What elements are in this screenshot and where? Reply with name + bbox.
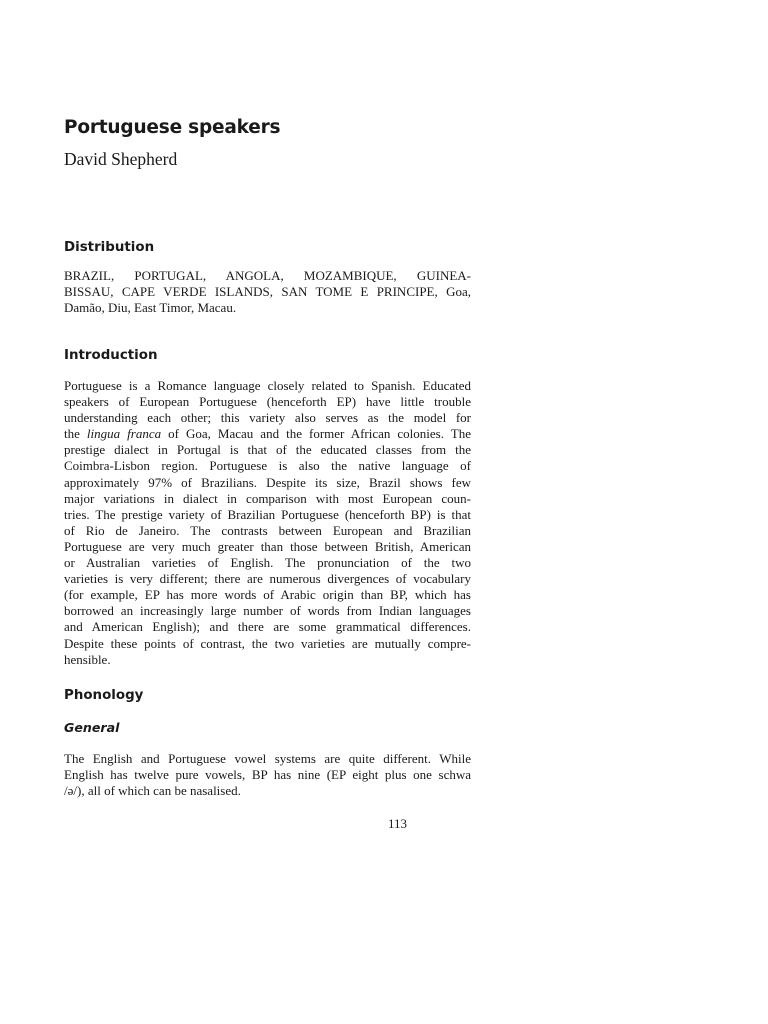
text-line: The English and Portuguese vowel systems are quite different. While: [64, 751, 471, 766]
text-line: /ə/), all of which can be nasalised.: [64, 783, 241, 799]
text-line: Damão, Diu, East Timor, Macau.: [64, 300, 237, 316]
text-line: Portuguese is a Romance language closely related to Spanish. Educated: [64, 378, 471, 393]
distribution-paragraph: [64, 268, 471, 316]
introduction-paragraph: [64, 378, 471, 668]
text-line: hensible.: [64, 651, 111, 667]
text-line: Coimbra-Lisbon region. Portuguese is also the native language of: [64, 458, 471, 474]
page-number: 113: [387, 816, 407, 831]
phonology-paragraph: [64, 751, 471, 799]
text-run: of Goa, Macau and the former African colonies. The: [161, 426, 471, 442]
text-line: borrowed an increasingly large number of words from Indian languages: [64, 603, 471, 619]
chapter-title: Portuguese speakers: [64, 117, 281, 138]
text-line: understanding each other; this variety also serves as the model for: [64, 410, 471, 426]
text-line: English has twelve pure vowels, BP has nine (EP eight plus one schwa: [64, 767, 471, 783]
text-run: the: [64, 426, 87, 442]
chapter-author: David Shepherd: [64, 149, 178, 169]
text-line: and American English); and there are some grammatical differences.: [64, 619, 471, 635]
italic-term: lingua franca: [86, 426, 162, 442]
text-line: of Rio de Janeiro. The contrasts between European and Brazilian: [64, 522, 471, 538]
heading-phonology: Phonology: [64, 688, 144, 703]
text-line: [64, 426, 471, 442]
text-line: Despite these points of contrast, the two varieties are mutually compre-: [64, 635, 471, 651]
text-line: tries. The prestige variety of Brazilian Portuguese (henceforth BP) is that: [64, 506, 471, 522]
text-line: BISSAU, CAPE VERDE ISLANDS, SAN TOME E PRINCIPE, Goa,: [64, 284, 471, 300]
heading-distribution: Distribution: [64, 240, 155, 255]
text-line: BRAZIL, PORTUGAL, ANGOLA, MOZAMBIQUE, GUINEA-: [64, 268, 471, 283]
text-line: or Australian varieties of English. The pronunciation of the two: [64, 555, 471, 571]
text-line: (for example, EP has more words of Arabic origin than BP, which has: [64, 587, 471, 603]
heading-introduction: Introduction: [64, 348, 158, 363]
text-line: prestige dialect in Portugal is that of the educated classes from the: [64, 442, 471, 458]
text-line: speakers of European Portuguese (henceforth EP) have little trouble: [64, 394, 471, 410]
text-line: Portuguese are very much greater than those between British, American: [64, 538, 471, 554]
text-line: approximately 97% of Brazilians. Despite its size, Brazil shows few: [64, 474, 471, 490]
text-line: varieties is very different; there are numerous divergences of vocabulary: [64, 571, 471, 587]
text-line: major variations in dialect in comparison with most European coun-: [64, 490, 471, 506]
subheading-general: General: [64, 720, 120, 735]
